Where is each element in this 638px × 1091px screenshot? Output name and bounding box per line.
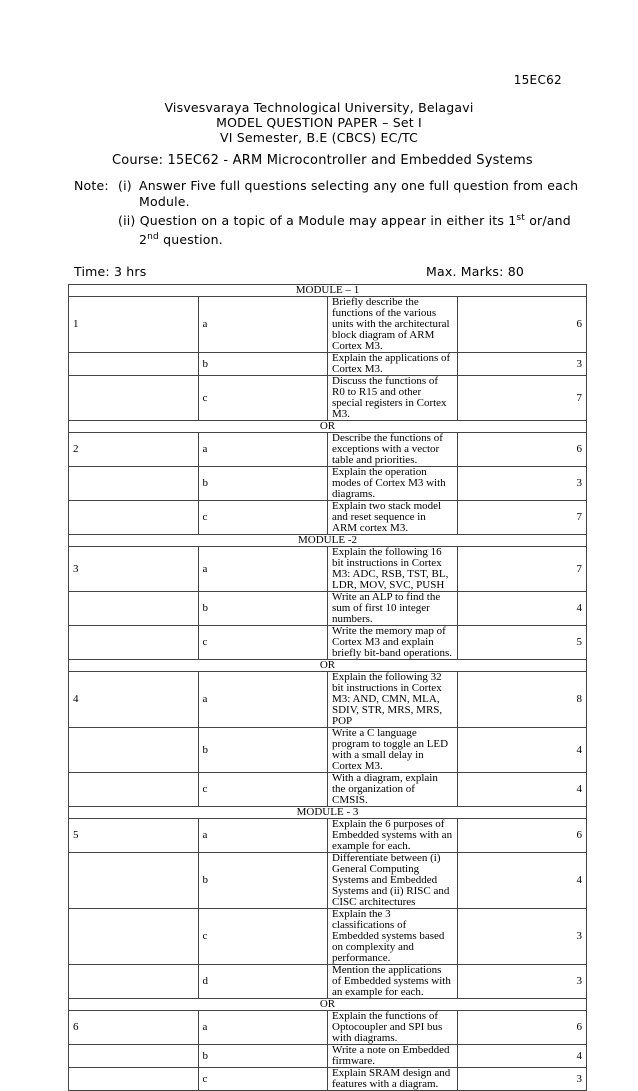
question-row (69, 773, 587, 807)
sub-question-letter: b (198, 592, 328, 626)
question-marks: 3 (457, 467, 587, 501)
question-row (69, 853, 587, 909)
question-number: 3 (69, 547, 199, 592)
note-item-2-num: 2 (139, 232, 148, 248)
module-separator-label: MODULE – 1 (69, 285, 587, 297)
question-marks: 7 (457, 501, 587, 535)
question-text: Discuss the functions of R0 to R15 and other special registers in Cortex M3. (328, 376, 458, 421)
question-row (69, 909, 587, 965)
note-item-1-prefix: (i) (118, 178, 132, 193)
question-number (69, 853, 199, 909)
semester-line: VI Semester, B.E (CBCS) EC/TC (219, 130, 419, 145)
note-item-2-sup-st: st (516, 213, 526, 223)
module-separator-row (69, 421, 587, 433)
question-marks: 8 (457, 672, 587, 728)
note-item-1-line-1: Answer Five full questions selecting any one full question from each (139, 178, 579, 193)
module-separator-label: OR (69, 421, 587, 433)
question-marks: 4 (457, 1045, 587, 1068)
note-item-2-line-2 (139, 229, 223, 248)
question-marks: 7 (457, 376, 587, 421)
question-number (69, 376, 199, 421)
note-item-2-text: Question on a topic of a Module may appear in either its 1 (139, 213, 517, 229)
question-number: 6 (69, 1011, 199, 1045)
module-separator-label: MODULE -2 (69, 535, 587, 547)
question-row (69, 728, 587, 773)
question-marks: 6 (457, 297, 587, 353)
question-number (69, 467, 199, 501)
question-number (69, 965, 199, 999)
question-marks: 3 (457, 1068, 587, 1091)
sub-question-letter: a (198, 297, 328, 353)
question-text: Explain two stack model and reset sequence in ARM cortex M3. (328, 501, 458, 535)
sub-question-letter: c (198, 773, 328, 807)
question-row (69, 376, 587, 421)
module-separator-row (69, 807, 587, 819)
sub-question-letter: a (198, 1011, 328, 1045)
note-item-2-end: or/and (525, 213, 571, 229)
question-number (69, 1045, 199, 1068)
module-separator-row (69, 660, 587, 672)
sub-question-letter: c (198, 909, 328, 965)
question-number (69, 501, 199, 535)
sub-question-letter: b (198, 853, 328, 909)
module-separator-row (69, 999, 587, 1011)
sub-question-letter: b (198, 467, 328, 501)
module-separator-row (69, 285, 587, 297)
note-item-2-line-1 (118, 210, 571, 229)
question-row (69, 297, 587, 353)
question-row (69, 672, 587, 728)
question-table (68, 284, 587, 1091)
sub-question-letter: c (198, 501, 328, 535)
question-marks: 4 (457, 853, 587, 909)
question-marks: 4 (457, 773, 587, 807)
sub-question-letter: c (198, 626, 328, 660)
note-item-2-line-2-text: question. (158, 232, 223, 248)
question-number: 2 (69, 433, 199, 467)
sub-question-letter: a (198, 819, 328, 853)
question-number (69, 626, 199, 660)
question-text: Explain the following 32 bit instructions in Cortex M3: AND, CMN, MLA, SDIV, STR, MRS, MRS, POP (328, 672, 458, 728)
question-number (69, 728, 199, 773)
question-text: With a diagram, explain the organization of CMSIS. (328, 773, 458, 807)
sub-question-letter: a (198, 547, 328, 592)
question-number: 1 (69, 297, 199, 353)
question-number (69, 353, 199, 376)
question-text: Describe the functions of exceptions with a vector table and priorities. (328, 433, 458, 467)
question-text: Write an ALP to find the sum of first 10 integer numbers. (328, 592, 458, 626)
module-separator-label: OR (69, 660, 587, 672)
question-number (69, 592, 199, 626)
time-duration: Time: 3 hrs (74, 264, 147, 279)
note-label: Note: (74, 178, 109, 193)
question-row (69, 1011, 587, 1045)
question-text: Write a note on Embedded firmware. (328, 1045, 458, 1068)
question-text: Briefly describe the functions of the various units with the architectural block diagram of ARM Cortex M3. (328, 297, 458, 353)
question-row (69, 1045, 587, 1068)
question-marks: 6 (457, 819, 587, 853)
university-name: Visvesvaraya Technological University, Belagavi (164, 100, 474, 115)
question-number: 5 (69, 819, 199, 853)
note-item-2-sup-nd: nd (147, 232, 159, 242)
sub-question-letter: d (198, 965, 328, 999)
question-text: Mention the applications of Embedded systems with an example for each. (328, 965, 458, 999)
sub-question-letter: b (198, 728, 328, 773)
question-text: Explain the functions of Optocoupler and SPI bus with diagrams. (328, 1011, 458, 1045)
question-marks: 5 (457, 626, 587, 660)
sub-question-letter: b (198, 353, 328, 376)
question-text: Explain the operation modes of Cortex M3 with diagrams. (328, 467, 458, 501)
question-row (69, 626, 587, 660)
paper-code: 15EC62 (513, 73, 562, 87)
question-text: Differentiate between (i) General Computing Systems and Embedded Systems and (ii) RISC and CISC architectures (328, 853, 458, 909)
question-row (69, 819, 587, 853)
question-number (69, 773, 199, 807)
max-marks: Max. Marks: 80 (426, 264, 525, 279)
question-marks: 4 (457, 592, 587, 626)
question-row (69, 592, 587, 626)
question-text: Explain the following 16 bit instructions in Cortex M3: ADC, RSB, TST, BL, LDR, MOV, SVC, PUSH (328, 547, 458, 592)
question-row (69, 501, 587, 535)
question-marks: 3 (457, 909, 587, 965)
question-marks: 4 (457, 728, 587, 773)
question-number (69, 909, 199, 965)
question-row (69, 965, 587, 999)
question-number: 4 (69, 672, 199, 728)
question-row (69, 1068, 587, 1091)
module-separator-label: OR (69, 999, 587, 1011)
question-marks: 3 (457, 353, 587, 376)
note-item-1-line-2: Module. (139, 194, 190, 209)
question-text: Explain the 3 classifications of Embedded systems based on complexity and performance. (328, 909, 458, 965)
question-marks: 7 (457, 547, 587, 592)
question-row (69, 353, 587, 376)
question-text: Explain the applications of Cortex M3. (328, 353, 458, 376)
question-row (69, 547, 587, 592)
question-marks: 6 (457, 433, 587, 467)
note-item-2-prefix: (ii) (118, 213, 136, 229)
paper-title: MODEL QUESTION PAPER – Set I (216, 115, 422, 130)
question-text: Explain SRAM design and features with a diagram. (328, 1068, 458, 1091)
sub-question-letter: b (198, 1045, 328, 1068)
module-separator-label: MODULE - 3 (69, 807, 587, 819)
question-text: Write a C language program to toggle an LED with a small delay in Cortex M3. (328, 728, 458, 773)
question-number (69, 1068, 199, 1091)
question-row (69, 467, 587, 501)
sub-question-letter: c (198, 376, 328, 421)
question-marks: 6 (457, 1011, 587, 1045)
question-marks: 3 (457, 965, 587, 999)
sub-question-letter: a (198, 433, 328, 467)
sub-question-letter: c (198, 1068, 328, 1091)
sub-question-letter: a (198, 672, 328, 728)
module-separator-row (69, 535, 587, 547)
course-title: Course: 15EC62 - ARM Microcontroller and Embedded Systems (112, 153, 533, 168)
question-text: Explain the 6 purposes of Embedded systems with an example for each. (328, 819, 458, 853)
question-row (69, 433, 587, 467)
question-text: Write the memory map of Cortex M3 and explain briefly bit-band operations. (328, 626, 458, 660)
